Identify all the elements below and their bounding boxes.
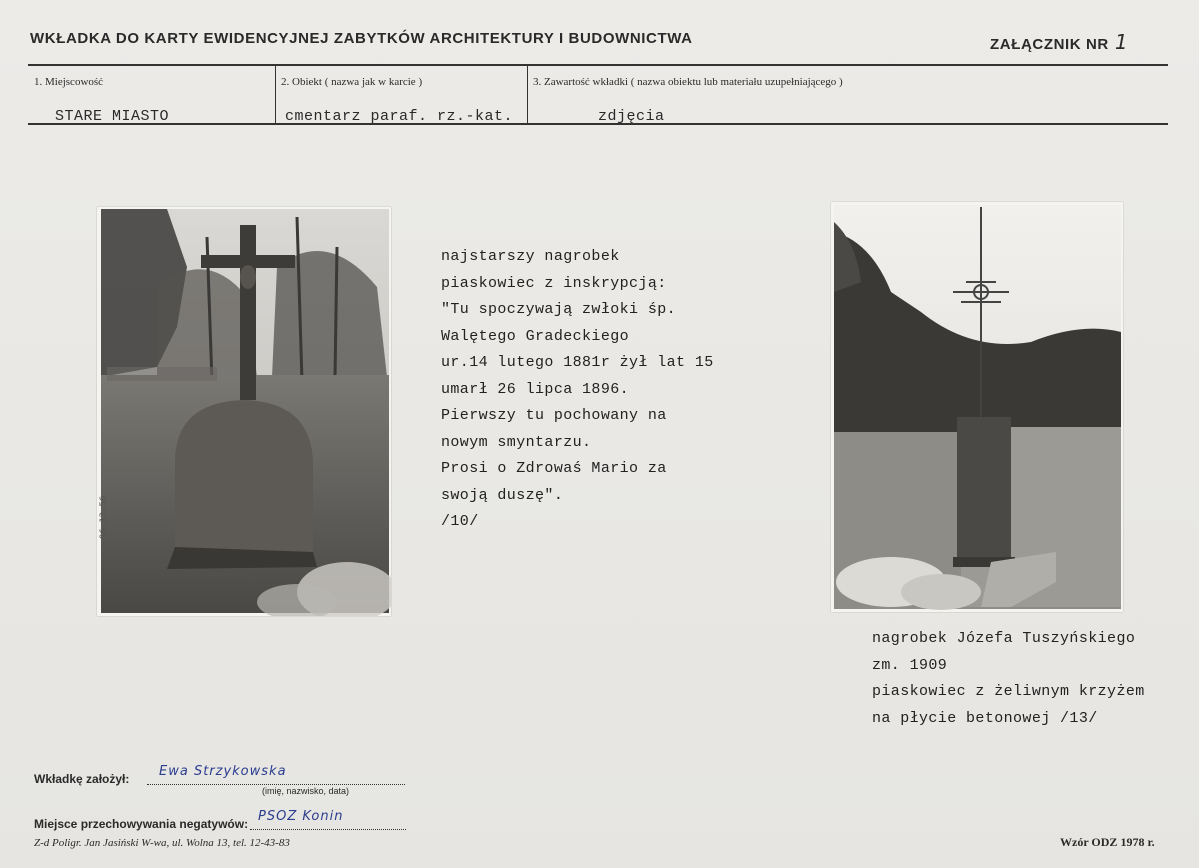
- caption-line: swoją duszę".: [441, 486, 564, 504]
- photo-side-mark: 96.13.56: [99, 495, 109, 539]
- caption-oldest-gravestone: [441, 244, 714, 536]
- created-by-hint: (imię, nazwisko, data): [262, 786, 350, 796]
- caption-line: Walętego Gradeckiego: [441, 327, 630, 345]
- caption-line: nowym smyntarzu.: [441, 433, 592, 451]
- photo-oldest-gravestone: [97, 207, 391, 616]
- caption-line: zm. 1909: [872, 656, 948, 674]
- tuszynski-photo-image: [831, 202, 1123, 612]
- object-label: 2. Obiekt ( nazwa jak w karcie ): [281, 76, 423, 88]
- attachment-number: 1: [1114, 30, 1129, 54]
- negatives-storage-line: [250, 809, 406, 830]
- form-title: WKŁADKA DO KARTY EWIDENCYJNEJ ZABYTKÓW ARCHITEKTURY I BUDOWNICTWA: [30, 30, 693, 47]
- caption-line: Pierwszy tu pochowany na: [441, 407, 667, 424]
- caption-line: nagrobek Józefa Tuszyńskiego: [872, 630, 1136, 647]
- locality-label: 1. Miejscowość: [34, 76, 104, 88]
- photo-tuszynski-gravestone: [831, 202, 1123, 612]
- attachment-header: [990, 30, 1128, 54]
- created-by-value: Ewa Strzykowska: [159, 764, 287, 779]
- printer-imprint: Z-d Poligr. Jan Jasiński W-wa, ul. Wolna 13, tel. 12-43-83: [34, 837, 290, 849]
- negatives-storage-label: Miejsce przechowywania negatywów:: [34, 817, 249, 831]
- caption-line: Prosi o Zdrowaś Mario za: [441, 460, 667, 477]
- caption-line: najstarszy nagrobek: [441, 248, 620, 265]
- field-divider-2: [527, 66, 528, 123]
- locality-value: STARE MIASTO: [55, 108, 170, 125]
- attachment-label: ZAŁĄCZNIK NR: [990, 36, 1109, 53]
- caption-line: piaskowiec z żeliwnym krzyżem: [872, 683, 1145, 700]
- caption-line: umarł 26 lipca 1896.: [441, 380, 630, 398]
- created-by-label: Wkładkę założył:: [34, 772, 130, 786]
- contents-label: 3. Zawartość wkładki ( nazwa obiektu lub materiału uzupełniającego ): [533, 76, 843, 88]
- form-model: Wzór ODZ 1978 r.: [1060, 835, 1155, 849]
- gravestone-photo-image: [97, 207, 391, 616]
- caption-line: /10/: [441, 513, 479, 530]
- negatives-storage-value: PSOZ Konin: [258, 809, 344, 824]
- top-rule: [28, 64, 1168, 66]
- caption-tuszynski-gravestone: [872, 626, 1145, 732]
- created-by-line: [147, 764, 405, 785]
- caption-line: ur.14 lutego 1881r żył lat 15: [441, 354, 714, 371]
- caption-line: "Tu spoczywają zwłoki śp.: [441, 301, 677, 318]
- contents-value: zdjęcia: [598, 108, 665, 125]
- field-divider-1: [275, 66, 276, 123]
- caption-line: piaskowiec z inskrypcją:: [441, 274, 667, 292]
- caption-line: na płycie betonowej /13/: [872, 709, 1098, 727]
- object-value: cmentarz paraf. rz.-kat.: [285, 108, 514, 125]
